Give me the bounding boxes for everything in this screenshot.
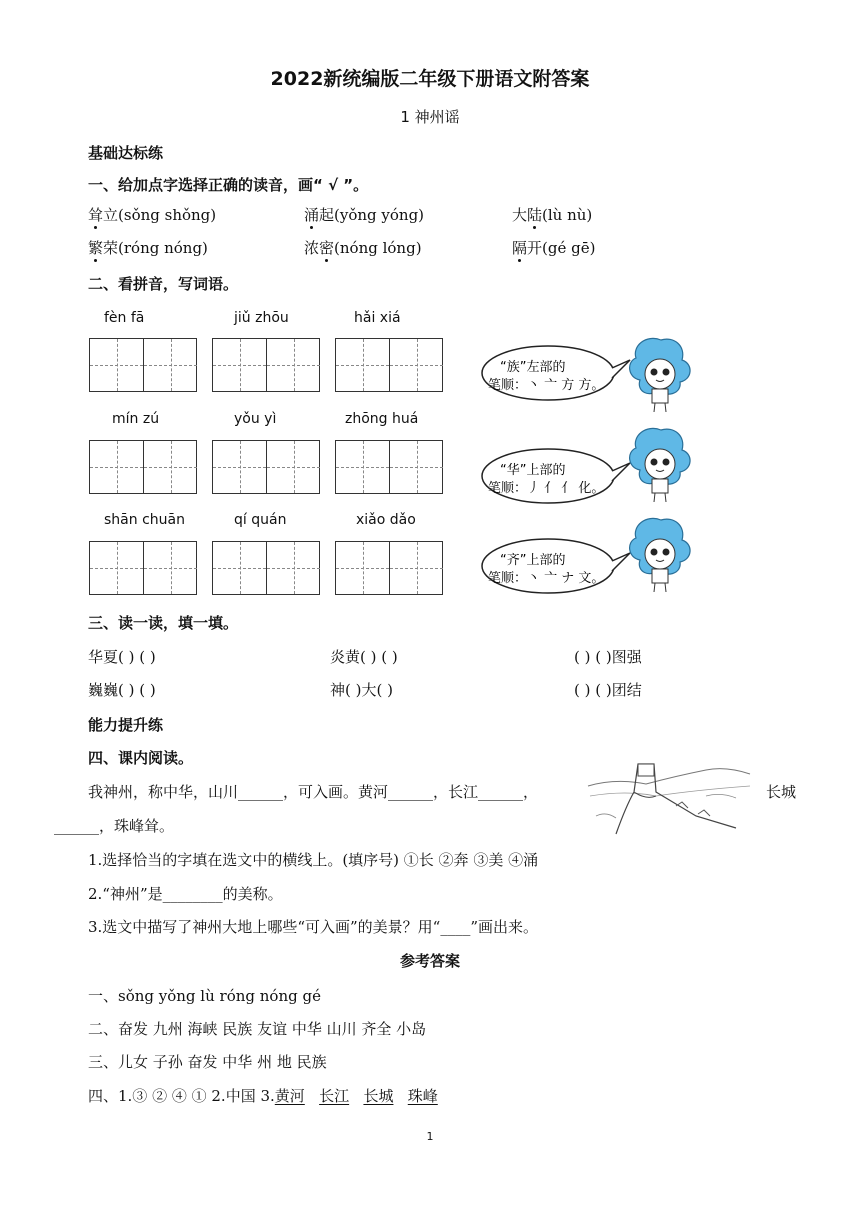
q1-item: 涌起(yǒng yóng) bbox=[304, 206, 425, 224]
passage-line: ______，珠峰耸。 bbox=[54, 817, 175, 835]
q3-item: 巍巍( ) ( ) bbox=[88, 681, 156, 699]
pinyin-label: zhōng huá bbox=[345, 411, 419, 427]
page-title: 2022新统编版二年级下册语文附答案 bbox=[270, 68, 590, 90]
writing-grid[interactable] bbox=[212, 541, 320, 595]
q3-heading: 三、读一读，填一填。 bbox=[88, 614, 239, 632]
writing-grid[interactable] bbox=[89, 440, 197, 494]
stroke-order-tips bbox=[478, 330, 708, 610]
cartoon-character-icon bbox=[630, 338, 690, 412]
cartoon-character-icon bbox=[630, 518, 690, 592]
q3-item: ( ) ( )图强 bbox=[574, 648, 642, 666]
q4-sub3: 3.选文中描写了神州大地上哪些“可入画”的美景？用“____”画出来。 bbox=[88, 918, 538, 936]
section-ability: 能力提升练 bbox=[88, 716, 164, 734]
answer-line: 二、奋发 九州 海峡 民族 友谊 中华 山川 齐全 小岛 bbox=[88, 1020, 427, 1038]
great-wall-illustration bbox=[586, 756, 752, 836]
page-number: 1 bbox=[426, 1130, 434, 1143]
writing-grid[interactable] bbox=[212, 338, 320, 392]
pinyin-label: qí quán bbox=[234, 512, 287, 528]
q4-heading: 四、课内阅读。 bbox=[88, 749, 194, 767]
pinyin-label: hǎi xiá bbox=[354, 310, 401, 326]
writing-grid[interactable] bbox=[335, 440, 443, 494]
pinyin-label: fèn fā bbox=[104, 310, 145, 326]
passage-tail: 长城 bbox=[766, 783, 797, 801]
q1-item: 大陆(lù nù) bbox=[512, 206, 593, 224]
speech-bubble bbox=[482, 449, 630, 503]
speech-bubble bbox=[482, 539, 630, 593]
answer-line: 四、1.③ ② ④ ① 2.中国 3.黄河 长江 长城 珠峰 bbox=[88, 1087, 438, 1105]
q1-item: 隔开(gé gē) bbox=[512, 239, 596, 257]
q4-sub2: 2.“神州”是________的美称。 bbox=[88, 885, 283, 903]
q3-item: ( ) ( )团结 bbox=[574, 681, 642, 699]
pinyin-label: yǒu yì bbox=[234, 411, 277, 427]
speech-bubble bbox=[482, 346, 630, 400]
q3-item: 神( )大( ) bbox=[330, 681, 393, 699]
answers-heading: 参考答案 bbox=[399, 952, 460, 970]
q3-item: 炎黄( ) ( ) bbox=[330, 648, 398, 666]
q1-item: 耸立(sǒng shǒng) bbox=[88, 206, 217, 224]
bubble-line: 笔顺：丶 亠 方 方。 bbox=[488, 378, 605, 393]
writing-grid[interactable] bbox=[212, 440, 320, 494]
bubble-line: 笔顺：丶 亠 ナ 文。 bbox=[488, 571, 605, 586]
q4-sub1: 1.选择恰当的字填在选文中的横线上。(填序号) ①长 ②奔 ③美 ④涌 bbox=[88, 851, 539, 869]
bubble-line: “华”上部的 bbox=[500, 463, 566, 478]
pinyin-label: shān chuān bbox=[104, 512, 185, 528]
writing-grid[interactable] bbox=[89, 541, 197, 595]
writing-grid[interactable] bbox=[335, 541, 443, 595]
answer-line: 三、儿女 子孙 奋发 中华 州 地 民族 bbox=[88, 1053, 327, 1071]
writing-grid[interactable] bbox=[89, 338, 197, 392]
bubble-line: 笔顺：丿 亻 亻 化。 bbox=[488, 481, 605, 496]
q1-item: 繁荣(róng nóng) bbox=[88, 239, 208, 257]
q1-item: 浓密(nóng lóng) bbox=[304, 239, 422, 257]
bubble-line: “齐”上部的 bbox=[500, 553, 566, 568]
pinyin-label: xiǎo dǎo bbox=[356, 512, 416, 528]
q1-heading: 一、给加点字选择正确的读音，画“ √ ”。 bbox=[88, 176, 369, 194]
pinyin-label: mín zú bbox=[112, 411, 160, 427]
bubble-line: “族”左部的 bbox=[500, 360, 566, 375]
cartoon-character-icon bbox=[630, 428, 690, 502]
section-basic: 基础达标练 bbox=[88, 144, 164, 162]
lesson-title: 1 神州谣 bbox=[400, 108, 460, 126]
writing-grid[interactable] bbox=[335, 338, 443, 392]
q2-heading: 二、看拼音，写词语。 bbox=[88, 275, 239, 293]
answer-line: 一、sǒng yǒng lù róng nóng gé bbox=[88, 987, 321, 1005]
passage-line: 我神州，称中华，山川______，可入画。黄河______，长江______， bbox=[88, 783, 539, 801]
q3-item: 华夏( ) ( ) bbox=[88, 648, 156, 666]
pinyin-label: jiǔ zhōu bbox=[234, 310, 289, 326]
